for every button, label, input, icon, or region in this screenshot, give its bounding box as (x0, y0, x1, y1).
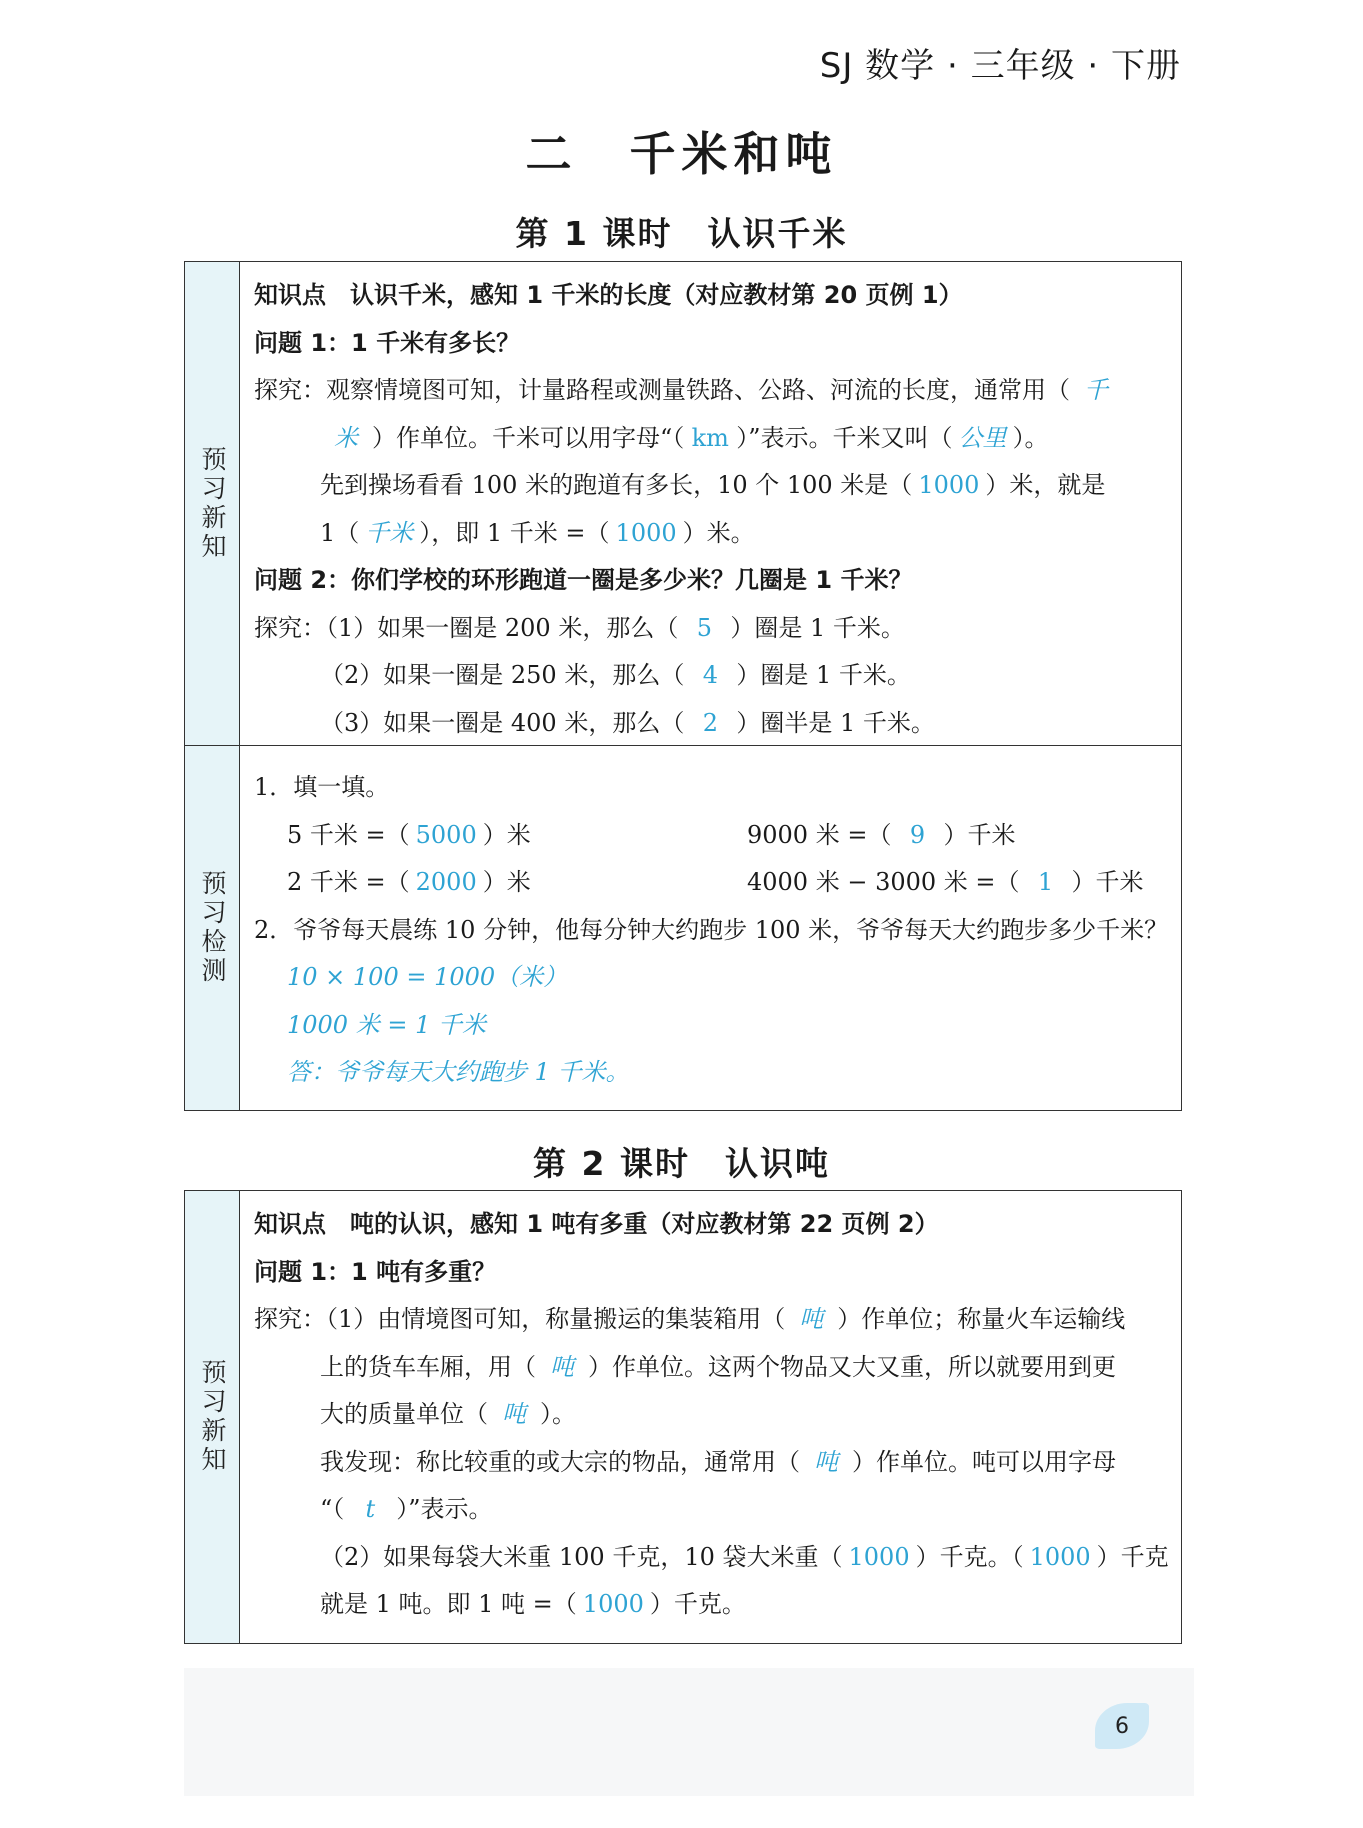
explore-line-2: 米 ）作单位。千米可以用字母“（ km ）”表示。千米又叫（ 公里 ）。 (254, 415, 1169, 463)
answer: 米 (334, 423, 358, 452)
chapter-title: 二 千米和吨 (525, 127, 838, 181)
answer: 1000 (615, 518, 677, 547)
answer: 吨 (799, 1305, 824, 1333)
answer: 吨 (814, 1447, 838, 1476)
answer: 5 (696, 613, 712, 642)
side-label-cell (185, 746, 240, 1110)
question-1: 问题 1：1 吨有多重？ (254, 1257, 497, 1286)
explore-line-1: 探究：观察情境图可知，计量路程或测量铁路、公路、河流的长度，通常用（ 千 (254, 367, 1169, 415)
sub-question-1: 探究：（1）如果一圈是 200 米，那么（ 5 ）圈是 1 千米。 (254, 605, 1169, 653)
side-label: 预习新知 (198, 1359, 227, 1475)
question-2: 问题 2：你们学校的环形跑道一圈是多少米？几圈是 1 千米？ (254, 566, 913, 594)
handwritten-answer: 答：爷爷每天大约跑步 1 千米。 (287, 1058, 630, 1086)
explore-line-1: 探究：（1）由情境图可知，称量搬运的集装箱用（ 吨 ）作单位；称量火车运输线 (254, 1296, 1169, 1344)
sub-question-2: （2）如果一圈是 250 米，那么（ 4 ）圈是 1 千米。 (254, 652, 1169, 700)
sub-question-3: （3）如果一圈是 400 米，那么（ 2 ）圈半是 1 千米。 (254, 700, 1169, 748)
footer-band (184, 1668, 1194, 1796)
explore-line-6: （2）如果每袋大米重 100 千克，10 袋大米重（ 1000 ）千克。（ 1000 ）千克 (254, 1534, 1169, 1582)
explore-line-5: “（ t ）”表示。 (254, 1486, 1169, 1534)
lesson2-title: 第 2 课时 认识吨 (533, 1144, 830, 1183)
answer: 千米 (365, 518, 414, 547)
explore-line-4: 1（ 千米 ），即 1 千米 =（ 1000 ）米。 (254, 510, 1169, 558)
explore-line-3: 大的质量单位（ 吨 ）。 (254, 1391, 1169, 1439)
fill-row-2: 2 千米 =（ 2000 ）米 4000 米 − 3000 米 =（ 1 ）千米 (254, 859, 1207, 907)
explore-line-7: 就是 1 吨。即 1 吨 =（ 1000 ）千克。 (254, 1581, 1169, 1629)
answer: 1000 (848, 1542, 910, 1571)
lesson2-preview-box (184, 1190, 1182, 1644)
answer: 1000 (918, 471, 980, 499)
handwritten-answer: 1000 米 = 1 千米 (287, 1010, 486, 1039)
answer: 1 (1037, 868, 1054, 896)
answer: 2000 (415, 868, 477, 896)
fill-row-1: 5 千米 =（ 5000 ）米 9000 米 =（ 9 ）千米 (254, 812, 1207, 860)
lesson1-title: 第 1 课时 认识千米 (515, 214, 848, 253)
knowledge-point: 知识点 认识千米，感知 1 千米的长度（对应教材第 20 页例 1） (254, 281, 963, 309)
side-label: 预习检测 (198, 870, 227, 986)
preview-content (240, 262, 1181, 745)
answer: 9 (909, 820, 926, 849)
preview-content (240, 1191, 1181, 1643)
answer: 5000 (415, 820, 477, 849)
explore-line-3: 先到操场看看 100 米的跑道有多长，10 个 100 米是（ 1000 ）米，就是 (254, 462, 1169, 510)
answer: 1000 (1029, 1542, 1091, 1571)
lesson1-check-box (184, 745, 1182, 1111)
question-1: 问题 1：1 千米有多长？ (254, 328, 521, 357)
answer: 2 (702, 708, 718, 737)
page-number: 6 (1095, 1703, 1149, 1749)
explore-line-2: 上的货车车厢，用（ 吨 ）作单位。这两个物品又大又重，所以就要用到更 (254, 1344, 1169, 1392)
exercise-1: 1．填一填。 (254, 773, 390, 801)
answer: 千 (1084, 376, 1108, 404)
answer: km (691, 423, 729, 452)
handwritten-answer: 10 × 100 = 1000（米） (287, 963, 568, 991)
check-content (240, 746, 1219, 1110)
side-label: 预习新知 (198, 445, 227, 562)
book-header: SJ 数学 · 三年级 · 下册 (819, 46, 1181, 86)
side-label-cell (185, 262, 240, 745)
answer: 吨 (502, 1400, 526, 1428)
lesson1-preview-box (184, 261, 1182, 746)
answer: 吨 (550, 1352, 574, 1381)
exercise-2: 2．爷爷每天晨练 10 分钟，他每分钟大约跑步 100 米，爷爷每天大约跑步多少千米？ (254, 915, 1169, 944)
knowledge-point: 知识点 吨的认识，感知 1 吨有多重（对应教材第 22 页例 2） (254, 1210, 939, 1238)
answer: t (365, 1495, 376, 1523)
explore-line-4: 我发现：称比较重的或大宗的物品，通常用（ 吨 ）作单位。吨可以用字母 (254, 1439, 1169, 1487)
side-label-cell (185, 1191, 240, 1643)
answer: 公里 (958, 423, 1007, 452)
answer: 1000 (582, 1590, 644, 1618)
answer: 4 (702, 661, 718, 689)
